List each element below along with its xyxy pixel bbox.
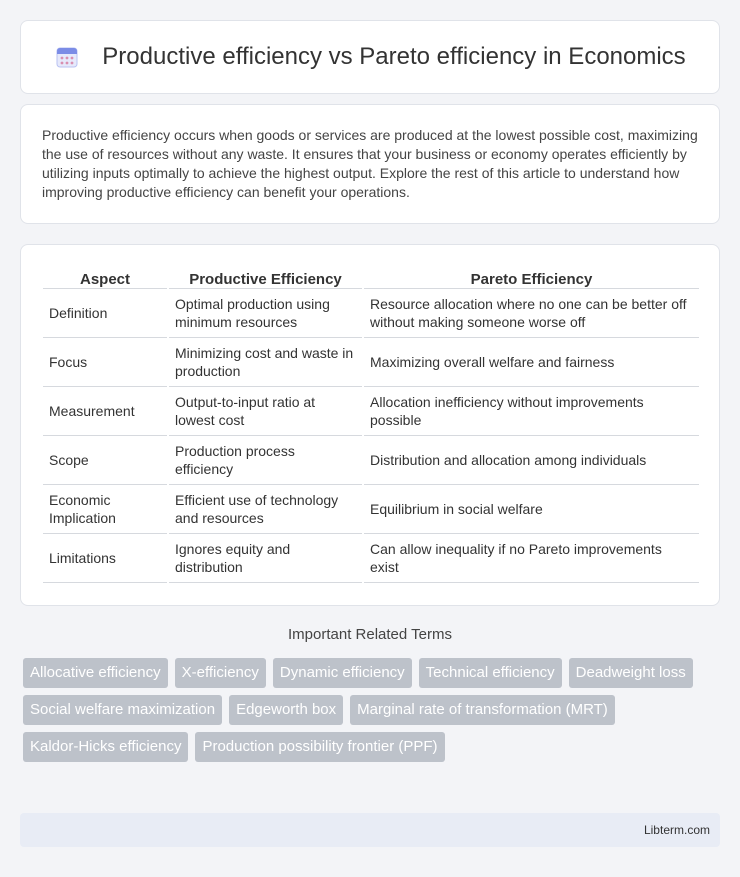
comparison-table [41, 265, 701, 583]
related-terms-section [20, 626, 720, 762]
intro-text: Productive efficiency occurs when goods or services are produced at the lowest possible cost, maximizing the use of resources without any waste. It ensures that your business or economy operates efficiently by utilizing inputs optimally to achieve the highest output. Explore the rest of this article to understand how improving productive efficiency can benefit your operations. [42, 127, 698, 200]
table-row [43, 338, 699, 387]
calendar-icon [54, 44, 80, 70]
table-cell: Output-to-input ratio at lowest cost [169, 387, 362, 436]
related-terms-heading: Important Related Terms [288, 626, 452, 643]
table-row [43, 289, 699, 338]
column-header-aspect: Aspect [43, 265, 167, 289]
table-row [43, 485, 699, 534]
table-cell: Focus [43, 338, 167, 387]
table-cell: Allocation inefficiency without improvements possible [364, 387, 699, 436]
related-terms-list [20, 658, 720, 762]
comparison-table-card [20, 244, 720, 606]
term-tag[interactable]: Marginal rate of transformation (MRT) [350, 695, 615, 725]
table-cell: Ignores equity and distribution [169, 534, 362, 583]
table-cell: Optimal production using minimum resources [169, 289, 362, 338]
table-cell: Resource allocation where no one can be better off without making someone worse off [364, 289, 699, 338]
column-header-pareto: Pareto Efficiency [364, 265, 699, 289]
table-row [43, 534, 699, 583]
table-row [43, 436, 699, 485]
page-title: Productive efficiency vs Pareto efficiency in Economics [102, 43, 686, 70]
table-header-row [43, 265, 699, 289]
table-cell: Distribution and allocation among individuals [364, 436, 699, 485]
table-cell: Limitations [43, 534, 167, 583]
column-header-productive: Productive Efficiency [169, 265, 362, 289]
table-cell: Equilibrium in social welfare [364, 485, 699, 534]
term-tag[interactable]: Kaldor-Hicks efficiency [23, 732, 188, 762]
term-tag[interactable]: Edgeworth box [229, 695, 343, 725]
intro-card [20, 104, 720, 224]
term-tag[interactable]: Social welfare maximization [23, 695, 222, 725]
term-tag[interactable]: Technical efficiency [419, 658, 562, 688]
table-cell: Definition [43, 289, 167, 338]
table-cell: Scope [43, 436, 167, 485]
term-tag[interactable]: Allocative efficiency [23, 658, 168, 688]
term-tag[interactable]: Production possibility frontier (PPF) [195, 732, 444, 762]
table-cell: Efficient use of technology and resources [169, 485, 362, 534]
table-cell: Production process efficiency [169, 436, 362, 485]
term-tag[interactable]: Dynamic efficiency [273, 658, 412, 688]
header-card [20, 20, 720, 94]
table-cell: Maximizing overall welfare and fairness [364, 338, 699, 387]
term-tag[interactable]: Deadweight loss [569, 658, 693, 688]
table-cell: Minimizing cost and waste in production [169, 338, 362, 387]
table-cell: Economic Implication [43, 485, 167, 534]
table-cell: Measurement [43, 387, 167, 436]
footer-brand-link[interactable]: Libterm.com [643, 823, 710, 837]
footer [20, 813, 720, 847]
table-row [43, 387, 699, 436]
table-cell: Can allow inequality if no Pareto improvements exist [364, 534, 699, 583]
term-tag[interactable]: X-efficiency [175, 658, 266, 688]
